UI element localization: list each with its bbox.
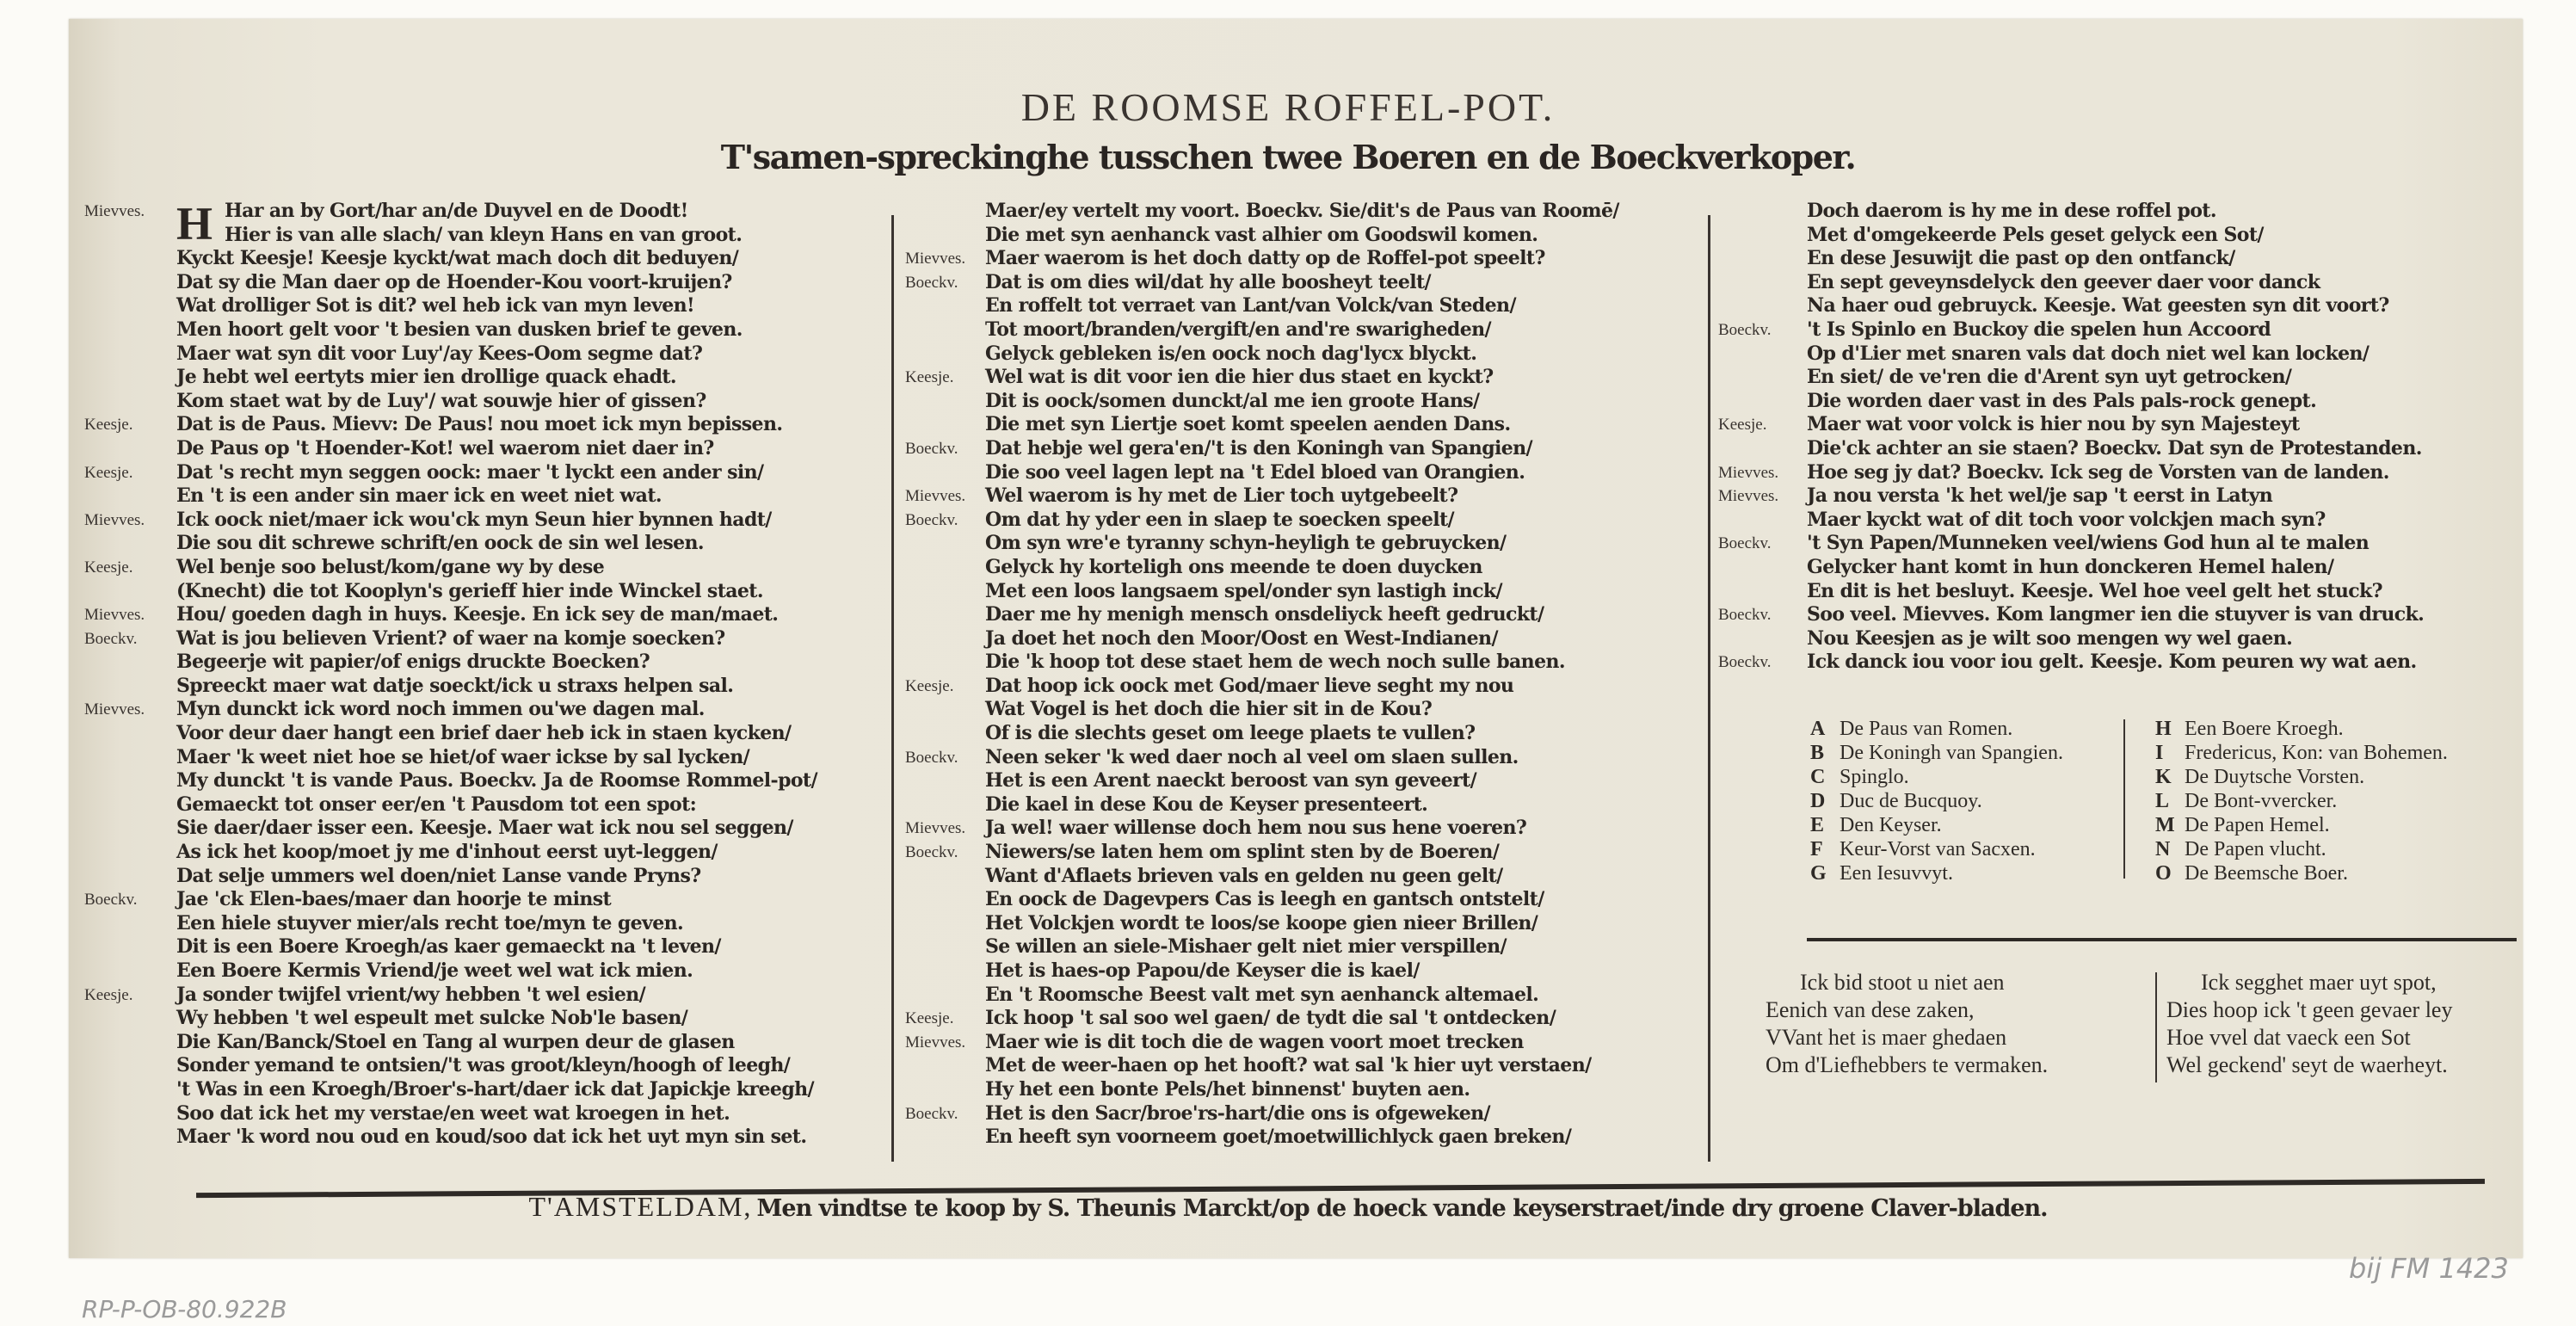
dialogue-text: Op d'Lier met snaren vals dat doch niet wel kan locken/ [1807,342,2370,365]
speaker-label: Mievves. [84,510,145,529]
legend-key: G [1810,862,1827,885]
dialogue-text: Niewers/se laten hem om splint sten by de Boeren/ [985,841,1500,864]
dialogue-text: Gelycker hant komt in hun donckeren Hemel halen/ [1807,555,2334,578]
dialogue-line [84,651,884,675]
dialogue-line [903,556,1704,580]
dialogue-line [903,793,1704,817]
dialogue-column-middle [903,200,1704,1150]
dialogue-text: En siet/ de ve'ren die d'Arent syn uyt getrocken/ [1807,366,2292,389]
dialogue-text: Die Kan/Banck/Stoel en Tang al wurpen deur de glasen [176,1030,735,1053]
dialogue-text: Soo dat ick het my verstae/en weet wat kroegen in het. [176,1101,730,1125]
dialogue-line [1716,461,2517,485]
dialogue-text: Het is een Arent naeckt beroost van syn geveert/ [985,769,1477,793]
dialogue-line [84,437,884,461]
dialogue-line [903,271,1704,295]
dialogue-line [1716,627,2517,651]
dialogue-line [903,841,1704,865]
legend-item [2155,717,2448,741]
dialogue-text: Myn dunckt ick word noch immen ou'we dagen mal. [176,698,705,721]
legend-item [1810,789,2063,813]
dialogue-text: De Paus op 't Hoender-Kot! wel waerom niet daer in? [176,436,714,459]
dialogue-text: Se willen an siele-Mishaer gelt niet mier verspillen/ [985,935,1507,959]
speaker-label: Boeckv. [1718,606,1772,625]
dialogue-text: Dat sy die Man daer op de Hoender-Kou voort-kruijen? [176,270,732,293]
dialogue-line [84,817,884,841]
dialogue-line [84,318,884,342]
dialogue-line [903,722,1704,746]
dialogue-text: Wy hebben 't wel espeult met sulcke Nob'le basen/ [176,1007,688,1030]
dialogue-text: Ick hoop 't sal soo wel gaen/ de tydt die sal 't ontdecken/ [985,1007,1556,1030]
dialogue-line [1716,366,2517,390]
dialogue-line [84,935,884,959]
dialogue-text: Met een loos langsaem spel/onder syn lastigh inck/ [985,579,1502,602]
dialogue-text: Of is die slechts geset om leege plaets te vullen? [985,722,1476,745]
dialogue-line [903,1126,1704,1150]
dialogue-text: Die met syn aenhanck vast alhier om Goodswil komen. [985,223,1538,246]
speaker-label: Mievves. [84,202,145,220]
dialogue-line [84,984,884,1008]
dialogue-line [84,769,884,793]
dialogue-text: En roffelt tot verraet van Lant/van Volck/van Steden/ [985,294,1516,318]
dialogue-text: Je hebt wel eertyts mier ien drollige quack ehadt. [176,366,676,389]
imprint [0,1191,2576,1223]
dialogue-line [1716,390,2517,414]
dialogue-line [1716,437,2517,461]
dialogue-line [903,651,1704,675]
speaker-label: Boeckv. [84,891,138,910]
legend-item [1810,717,2063,741]
dialogue-text: Daer me hy menigh mensch onsdeliyck heeft gedruckt/ [985,603,1544,626]
dialogue-line [1716,294,2517,318]
dialogue-line [84,1102,884,1126]
dialogue-text: Dat 's recht myn seggen oock: maer 't lyckt een ander sin/ [176,460,764,484]
dialogue-text: Dat hoop ick oock met God/maer lieve seght my nou [985,674,1514,697]
dialogue-line [84,793,884,817]
legend-item [1810,837,2063,861]
poem-line: Wel geckend' seyt de waerheyt. [2166,1052,2448,1077]
dialogue-line [84,722,884,746]
speaker-label: Boeckv. [1718,320,1772,339]
dialogue-line [903,984,1704,1008]
legend-key: N [2155,838,2171,860]
dialogue-text: Dat selje ummers wel doen/niet Lanse vande Pryns? [176,864,701,887]
legend-label: De Papen vlucht. [2185,838,2326,860]
dialogue-text: (Knecht) die tot Kooplyn's gerieff hier inde Winckel staet. [176,579,763,602]
dialogue-line [903,1054,1704,1078]
speaker-label: Mievves. [84,700,145,719]
speaker-label: Mievves. [1718,463,1779,482]
dialogue-text: Gemaeckt tot onser eer/en 't Pausdom tot een spot: [176,793,697,816]
dialogue-line [903,603,1704,627]
dialogue-text: Gelyck gebleken is/en oock noch dag'lycx blyckt. [985,342,1477,365]
dialogue-line [84,1054,884,1078]
dialogue-text: Tot moort/branden/vergift/en and're swarigheden/ [985,318,1491,341]
dialogue-text: Om syn wre'e tyranny schyn-heyligh te gebruycken/ [985,532,1507,555]
speaker-label: Mievves. [84,606,145,625]
dialogue-line [903,532,1704,556]
dialogue-line [903,366,1704,390]
dialogue-text: Ja doet het noch den Moor/Oost en West-Indianen/ [985,626,1498,650]
legend-item [2155,765,2448,789]
dialogue-line [903,509,1704,533]
dialogue-text: Kyckt Keesje! Keesje kyckt/wat mach doch dit beduyen/ [176,247,739,270]
dialogue-text: Sie daer/daer isser een. Keesje. Maer wat ick nou sel seggen/ [176,817,793,840]
speaker-label: Boeckv. [905,1104,958,1123]
dialogue-text: Hoe seg jy dat? Boeckv. Ick seg de Vorsten van de landen. [1807,460,2389,484]
speaker-label: Boeckv. [84,629,138,648]
drop-cap: H [176,201,213,246]
legend-key: F [1810,838,1823,860]
dialogue-line [903,580,1704,604]
dialogue-line [1716,413,2517,437]
poem-divider [2155,972,2157,1082]
speaker-label: Mievves. [1718,487,1779,506]
poem-left [1766,969,2048,1079]
legend-label: Spinglo. [1840,766,1909,788]
legend-key: D [1810,790,1826,812]
legend-item [1810,813,2063,837]
poem-line: Om d'Liefhebbers te vermaken. [1766,1052,2049,1077]
horizontal-rule [1807,938,2517,941]
dialogue-text: Die soo veel lagen lept na 't Edel bloed van Orangien. [985,460,1525,484]
dialogue-text: Die sou dit schrewe schrift/en oock de sin wel lesen. [176,532,704,555]
dialogue-line [84,390,884,414]
dialogue-line [903,935,1704,959]
dialogue-text: Wel benje soo belust/kom/gane wy by dese [176,555,605,578]
dialogue-text: Dit is een Boere Kroegh/as kaer gemaeckt na 't leven/ [176,935,721,959]
speaker-label: Boeckv. [905,439,958,458]
legend-left [1810,717,2063,885]
dialogue-text: Een hiele stuyver mier/als recht toe/myn te geven. [176,911,684,934]
dialogue-line [84,580,884,604]
dialogue-line [903,484,1704,509]
speaker-label: Boeckv. [1718,653,1772,672]
dialogue-line [84,627,884,651]
dialogue-text: Die kael in dese Kou de Keyser presenteert. [985,793,1428,816]
dialogue-text: Om dat hy yder een in slaep te soecken speelt/ [985,508,1454,531]
legend-key: C [1810,766,1826,788]
legend-label: Keur-Vorst van Sacxen. [1840,838,2036,860]
dialogue-line [903,817,1704,841]
dialogue-line [84,1078,884,1102]
dialogue-text: Met de weer-haen op het hooft? wat sal 'k hier uyt verstaen/ [985,1054,1592,1077]
dialogue-line [903,1007,1704,1031]
legend-label: Fredericus, Kon: van Bohemen. [2185,742,2448,764]
speaker-label: Boeckv. [905,510,958,529]
dialogue-text: Een Boere Kermis Vriend/je weet wel wat ick mien. [176,959,693,982]
legend-label: Duc de Bucquoy. [1840,790,1982,812]
dialogue-text: As ick het koop/moet jy me d'inhout eerst uyt-leggen/ [176,841,718,864]
dialogue-text: Hier is van alle slach/ van kleyn Hans en van groot. [225,223,743,246]
dialogue-text: Maer/ey vertelt my voort. Boeckv. Sie/dit's de Paus van Roomē/ [985,200,1619,222]
dialogue-text: Met d'omgekeerde Pels geset gelyck een Sot/ [1807,223,2264,246]
legend-label: De Paus van Romen. [1840,718,2013,740]
dialogue-line [1716,651,2517,675]
legend-item [2155,861,2448,885]
legend-key: M [2155,814,2175,836]
dialogue-text: Ick danck iou voor iou gelt. Keesje. Kom peuren wy wat aen. [1807,651,2417,674]
dialogue-line [1716,271,2517,295]
poem-right [2166,969,2452,1079]
dialogue-text: En heeft syn voorneem goet/moetwillichlyck gaen breken/ [985,1126,1572,1149]
dialogue-line [84,366,884,390]
dialogue-line [84,888,884,912]
dialogue-text: En sept geveynsdelyck den geever daer voor danck [1807,270,2320,293]
legend-key: B [1810,742,1825,764]
dialogue-line [903,224,1704,248]
speaker-label: Mievves. [905,819,966,838]
dialogue-line [1716,342,2517,367]
legend-item [2155,789,2448,813]
speaker-label: Keesje. [84,463,133,482]
legend-key: K [2155,766,2172,788]
dialogue-line [84,1126,884,1150]
dialogue-text: Na haer oud gebruyck. Keesje. Wat geesten syn dit voort? [1807,294,2389,318]
dialogue-line [903,769,1704,793]
dialogue-line [84,1007,884,1031]
dialogue-text: Ja nou versta 'k het wel/je sap 't eerst in Latyn [1807,484,2273,508]
dialogue-text: Neen seker 'k wed daer noch al veel om slaen sullen. [985,745,1519,768]
speaker-label: Boeckv. [905,748,958,767]
dialogue-text: Maer wat syn dit voor Luy'/ay Kees-Oom segme dat? [176,342,703,365]
legend-key: L [2155,790,2170,812]
speaker-label: Keesje. [84,985,133,1004]
dialogue-text: Nou Keesjen as je wilt soo mengen wy wel gaen. [1807,626,2293,650]
dialogue-text: Har an by Gort/har an/de Duyvel en de Doodt! [225,200,688,222]
dialogue-line [84,532,884,556]
dialogue-text: Wat drolliger Sot is dit? wel heb ick van myn leven! [176,294,695,318]
imprint-text: Men vindtse te koop by S. Theunis Marckt/op de hoeck vande keyserstraet/inde dry groene Claver-bladen. [756,1195,2048,1222]
dialogue-text: Dat hebje wel gera'en/'t is den Koningh van Spangien/ [985,436,1532,459]
dialogue-text: Dat is om dies wil/dat hy alle boosheyt teelt/ [985,270,1431,293]
dialogue-line [903,746,1704,770]
dialogue-text: Gelyck hy korteligh ons meende te doen duycken [985,555,1482,578]
speaker-label: Keesje. [84,416,133,435]
dialogue-text: Jae 'ck Elen-baes/maer dan hoorje te minst [176,888,612,911]
dialogue-text: Voor deur daer hangt een brief daer heb ick in staen kycken/ [176,722,792,745]
dialogue-text: Ick oock niet/maer ick wou'ck myn Seun hier bynnen hadt/ [176,508,772,531]
dialogue-line [1716,484,2517,509]
dialogue-line [84,556,884,580]
dialogue-text: Maer waerom is het doch datty op de Roffel-pot speelt? [985,247,1545,270]
legend-key: I [2155,742,2164,764]
dialogue-text: Wat Vogel is het doch die hier sit in de Kou? [985,698,1433,721]
dialogue-text: En dit is het besluyt. Keesje. Wel hoe veel gelt het stuck? [1807,579,2382,602]
dialogue-line [84,247,884,271]
dialogue-text: 't Is Spinlo en Buckoy die spelen hun Accoord [1807,318,2271,341]
dialogue-text: Wel waerom is hy met de Lier toch uytgebeelt? [985,484,1458,508]
dialogue-line [1716,603,2517,627]
column-divider [891,215,894,1162]
dialogue-line [903,627,1704,651]
dialogue-text: Het Volckjen wordt te loos/se koope gien nieer Brillen/ [985,911,1538,934]
dialogue-text: Maer 'k weet niet hoe se hiet/of waer ickse by sal lycken/ [176,745,750,768]
dialogue-line [903,318,1704,342]
poem-line: Ick segghet maer uyt spot, [2201,970,2437,995]
dialogue-line [903,200,1704,224]
dialogue-text: Doch daerom is hy me in dese roffel pot. [1807,200,2216,222]
dialogue-line [1716,318,2517,342]
dialogue-text: Maer wat voor volck is hier nou by syn Majesteyt [1807,413,2300,436]
dialogue-text: My dunckt 't is vande Paus. Boeckv. Ja de Roomse Rommel-pot/ [176,769,817,793]
dialogue-text: En 't Roomsche Beest valt met syn aenhanck altemael. [985,983,1539,1006]
dialogue-line [84,294,884,318]
dialogue-line [84,746,884,770]
dialogue-line [903,865,1704,889]
dialogue-line [903,675,1704,699]
dialogue-text: Maer 'k word nou oud en koud/soo dat ick het uyt myn sin set. [176,1126,807,1149]
poem-line: Hoe vvel dat vaeck een Sot [2166,1025,2411,1050]
dialogue-text: Die 'k hoop tot dese staet hem de wech noch sulle banen. [985,651,1565,674]
dialogue-line [84,912,884,936]
dialogue-text: En dese Jesuwijt die past op den ontfanck/ [1807,247,2235,270]
dialogue-line [903,1031,1704,1055]
dialogue-line [903,959,1704,984]
dialogue-line [903,912,1704,936]
legend-label: De Beemsche Boer. [2185,862,2348,885]
dialogue-text: Men hoort gelt voor 't besien van dusken brief te geven. [176,318,743,341]
dialogue-text: Die worden daer vast in des Pals pals-rock genept. [1807,389,2317,412]
dialogue-line [1716,200,2517,224]
legend-right [2155,717,2448,885]
dialogue-text: Dat is de Paus. Mievv: De Paus! nou moet ick myn bepissen. [176,413,783,436]
legend-label: De Koningh van Spangien. [1840,742,2063,764]
dialogue-line [903,698,1704,722]
dialogue-text: Hy het een bonte Pels/het binnenst' buyten aen. [985,1077,1470,1101]
dialogue-line [84,675,884,699]
dialogue-line [1716,532,2517,556]
speaker-label: Boeckv. [905,843,958,862]
legend-item [2155,741,2448,765]
poem-line: Eenich van dese zaken, [1766,997,1975,1022]
speaker-label: Keesje. [905,676,954,695]
speaker-label: Boeckv. [905,273,958,292]
dialogue-text: Maer wie is dit toch die de wagen voort moet trecken [985,1030,1524,1053]
speaker-label: Mievves. [905,487,966,506]
column-divider [1708,215,1710,1162]
dialogue-line [903,1078,1704,1102]
legend-key: H [2155,718,2172,740]
dialogue-line [903,1102,1704,1126]
page-title: DE ROOMSE ROFFEL-POT. [1020,85,1556,129]
dialogue-line [903,294,1704,318]
imprint-city: T'AMSTELDAM, [528,1191,753,1222]
dialogue-line [84,841,884,865]
dialogue-text: Soo veel. Mievves. Kom langmer ien die stuyver is van druck. [1807,603,2425,626]
dialogue-text: En oock de Dagevpers Cas is leegh en gantsch ontstelt/ [985,888,1544,911]
dialogue-line [903,461,1704,485]
legend-item [1810,765,2063,789]
dialogue-text: Sonder yemand te ontsien/'t was groot/kleyn/hoogh of leegh/ [176,1054,791,1077]
dialogue-text: Dit is oock/somen dunckt/al me ien groote Hans/ [985,389,1480,412]
dialogue-line [1716,224,2517,248]
legend-divider [2123,719,2125,879]
speaker-label: Keesje. [1718,416,1767,435]
dialogue-text: Ja sonder twijfel vrient/wy hebben 't wel esien/ [176,983,646,1006]
dialogue-line [1716,580,2517,604]
poem-line: VVant het is maer ghedaen [1766,1025,2007,1050]
page-subtitle: T'samen-spreckinghe tusschen twee Boeren en de Boeckverkoper. [720,138,1856,176]
speaker-label: Boeckv. [1718,534,1772,553]
dialogue-text: Spreeckt maer wat datje soeckt/ick u straxs helpen sal. [176,674,734,697]
dialogue-line [903,888,1704,912]
legend-label: Een Boere Kroegh. [2185,718,2344,740]
dialogue-text: Want d'Aflaets brieven vals en gelden nu geen gelt/ [985,864,1503,887]
dialogue-line [903,413,1704,437]
legend-item [2155,813,2448,837]
legend-key: E [1810,814,1825,836]
speaker-label: Keesje. [905,1009,954,1028]
speaker-label: Keesje. [905,368,954,387]
dialogue-line [903,437,1704,461]
dialogue-line [84,865,884,889]
dialogue-text: Maer kyckt wat of dit toch voor volckjen mach syn? [1807,508,2326,531]
dialogue-line [1716,247,2517,271]
legend-label: De Duytsche Vorsten. [2185,766,2365,788]
dialogue-line [1716,556,2517,580]
legend-label: Den Keyser. [1840,814,1942,836]
speaker-label: Mievves. [905,250,966,268]
dialogue-text: Ja wel! waer willense doch hem nou sus hene voeren? [985,817,1527,840]
legend-item [1810,741,2063,765]
dialogue-text: Wel wat is dit voor ien die hier dus staet en kyckt? [985,366,1494,389]
dialogue-column-right [1716,200,2517,675]
speaker-label: Mievves. [905,1033,966,1052]
dialogue-text: Begeerje wit papier/of enigs druckte Boecken? [176,651,650,674]
legend-label: Een Iesuvvyt. [1840,862,1953,885]
speaker-label: Keesje. [84,558,133,577]
poem-line: Ick bid stoot u niet aen [1800,970,2005,995]
legend-label: De Bont-vvercker. [2185,790,2338,812]
dialogue-line [84,342,884,367]
legend-item [2155,837,2448,861]
dialogue-text: 't Syn Papen/Munneken veel/wiens God hun al te malen [1807,532,2370,555]
dialogue-text: En 't is een ander sin maer ick en weet niet wat. [176,484,662,508]
dialogue-column-left [84,200,884,1150]
dialogue-line [84,484,884,509]
dialogue-line [84,698,884,722]
dialogue-line [903,390,1704,414]
dialogue-line [84,509,884,533]
inventory-number: RP-P-OB-80.922B [82,1295,287,1323]
dialogue-line [84,959,884,984]
reference-note: bij FM 1423 [2349,1252,2509,1285]
legend-key: A [1810,718,1826,740]
dialogue-line [84,224,884,248]
dialogue-line [1716,509,2517,533]
dialogue-text: Kom staet wat by de Luy'/ wat souwje hier of gissen? [176,389,706,412]
dialogue-line [84,413,884,437]
dialogue-line [903,247,1704,271]
dialogue-text: Het is den Sacr/broe'rs-hart/die ons is ofgeweken/ [985,1101,1490,1125]
dialogue-line [84,1031,884,1055]
poem-line: Dies hoop ick 't geen gevaer ley [2166,997,2453,1022]
dialogue-text: 't Was in een Kroegh/Broer's-hart/daer ick dat Japickje kreegh/ [176,1077,814,1101]
dialogue-text: Hou/ goeden dagh in huys. Keesje. En ick sey de man/maet. [176,603,779,626]
dialogue-line [84,271,884,295]
legend-item [1810,861,2063,885]
dialogue-line [903,342,1704,367]
dialogue-text: Die'ck achter an sie staen? Boeckv. Dat syn de Protestanden. [1807,436,2422,459]
dialogue-text: Die met syn Liertje soet komt speelen aenden Dans. [985,413,1511,436]
legend-key: O [2155,862,2172,885]
legend-label: De Papen Hemel. [2185,814,2330,836]
dialogue-text: Wat is jou believen Vrient? of waer na komje soecken? [176,626,725,650]
dialogue-text: Het is haes-op Papou/de Keyser die is kael/ [985,959,1420,982]
dialogue-line [84,603,884,627]
dialogue-line [84,461,884,485]
